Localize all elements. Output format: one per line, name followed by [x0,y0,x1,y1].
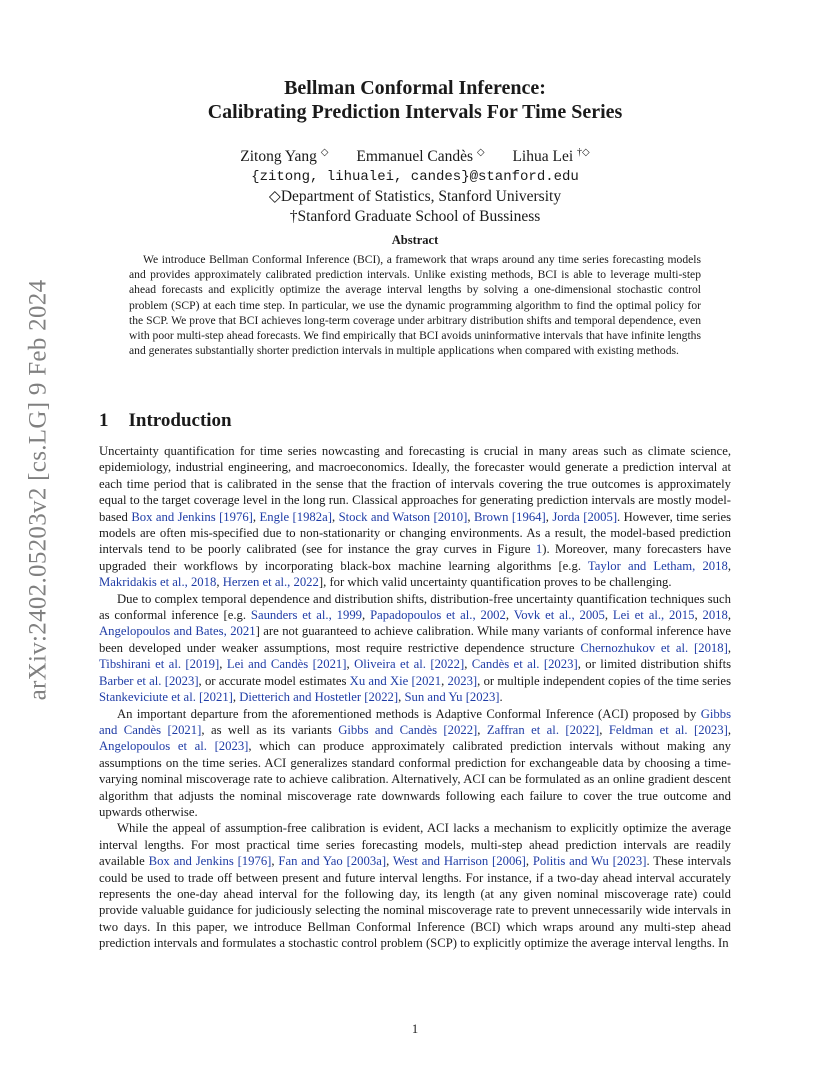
figure-link[interactable]: 1 [535,542,543,557]
abstract-text: We introduce Bellman Conformal Inference (BCI), a framework that wraps around any time series forecasting models and provides approximately calibrated prediction intervals. Unlike existing methods, BCI is able to leverage multi-step ahead forecasts and explicitly optimize the average interval lengths by solving a one-dimensional stochastic control problem (SCP) at each time step. In particular, we use the dynamic programming algorithm to find the optimal policy for the SCP. We prove that BCI achieves long-term coverage under arbitrary distribution shifts and temporal dependence, even with poor multi-step ahead forecasts. We find empirically that BCI avoids uninformative intervals that have infinite lengths and generates substantially shorter prediction intervals in multiple applications when compared with existing methods. [129,253,701,358]
citation-link[interactable]: Makridakis et al., 2018 [99,575,217,590]
paper-title [99,76,731,124]
citation-link[interactable]: Box and Jenkins [1976] [131,509,253,524]
citation-link[interactable]: Engle [1982a] [259,509,332,524]
citation-link[interactable]: Angelopoulos et al. [2023] [99,739,249,754]
abstract-heading: Abstract [391,233,439,247]
citation-link[interactable]: Herzen et al., 2022 [222,575,319,590]
citation-link[interactable]: 2023] [447,673,478,688]
paragraph: An important departure from the aforementioned methods is Adaptive Conformal Inference (ACI) proposed by Gibbs and Candès [2021], as well as its variants Gibbs and Candès [2022], Zaffran et al. [2022], Feldman et al. [2023], Angelopoulos et al. [2023], which can produce approximately calibrated prediction intervals without making any assumptions on the time series. ACI generalizes standard conformal prediction for exchangeable data by choosing a time-varying nominal miscoverage rate to achieve calibration. Alternatively, ACI can be formulated as an online gradient descent algorithm that adjusts the nominal miscoverage rate downwards following each failure to cover the true outcome and upwards otherwise. [99,706,732,819]
section-number: 1 [99,410,109,431]
citation-link[interactable]: Gibbs and Candès [2022] [338,722,478,737]
introduction-body [99,443,731,952]
citation-link[interactable]: Oliveira et al. [2022] [354,657,465,672]
citation-link[interactable]: Saunders et al., 1999 [250,608,363,623]
arxiv-identifier [18,279,58,701]
arxiv-identifier-text: arXiv:2402.05203v2 [cs.LG] 9 Feb 2024 [24,279,51,701]
citation-link[interactable]: Barber et al. [2023] [99,673,199,688]
citation-link[interactable]: Lei et al., 2015 [612,608,695,623]
paragraph: Due to complex temporal dependence and distribution shifts, distribution-free uncertainty quantification techniques such as conformal inference [e.g. Saunders et al., 1999, Papadopoulos et al., 2002, Vovk et al., 2005, Lei et al., 2015, 2018, Angelopoulos and Bates, 2021] are not guaranteed to achieve calibration. While many variants of conformal inference have been developed under weaker assumptions, most require restrictive dependence structure Chernozhukov et al. [2018], Tibshirani et al. [2019], Lei and Candès [2021], Oliveira et al. [2022], Candès et al. [2023], or limited distribution shifts Barber et al. [2023], or accurate model estimates Xu and Xie [2021, 2023], or multiple independent copies of the time series Stankeviciute et al. [2021], Dietterich and Hostetler [2022], Sun and Yu [2023]. [99,591,732,705]
affiliation-statistics: ◇Department of Statistics, Stanford University [268,188,562,206]
citation-link[interactable]: Jorda [2005] [552,509,618,524]
citation-link[interactable]: Angelopoulos and Bates, 2021 [99,624,256,639]
citation-link[interactable]: 2018 [702,608,728,623]
title-line-1: Bellman Conformal Inference: [284,77,546,99]
citation-link[interactable]: Candès et al. [2023] [471,657,578,672]
citation-link[interactable]: Dietterich and Hostetler [2022] [239,690,399,705]
paragraph: While the appeal of assumption-free calibration is evident, ACI lacks a mechanism to explicitly optimize the average interval lengths. For most practical time series forecasting models, multi-step ahead prediction intervals are readily available Box and Jenkins [1976], Fan and Yao [2003a], West and Harrison [2006], Politis and Wu [2023]. These intervals could be used to trade off between present and future interval lengths. For instance, if a two-day ahead interval accurately represents the one-day ahead interval for the following day, its length (at any given nominal miscoverage rate) could provide valuable guidance for judiciously selecting the nominal miscoverage rate to prevent unnecessarily wide intervals in two days. In this paper, we introduce Bellman Conformal Inference (BCI) which wraps around any multi-step ahead prediction intervals and formulates a stochastic control problem (SCP) to explicitly optimize the average interval lengths. In [99,821,732,951]
author-names [99,143,731,167]
citation-link[interactable]: Fan and Yao [2003a] [278,854,387,869]
citation-link[interactable]: Zaffran et al. [2022] [486,722,600,737]
citation-link[interactable]: Sun and Yu [2023] [404,690,500,705]
citation-link[interactable]: Stankeviciute et al. [2021] [99,690,233,705]
citation-link[interactable]: Gibbs and Candès [2021] [99,706,731,737]
citation-link[interactable]: Stock and Watson [2010] [338,509,468,524]
author: Lihua Lei †◇ [512,147,590,166]
citation-link[interactable]: Vovk et al., 2005 [513,608,605,623]
citation-link[interactable]: Lei and Candès [2021] [226,657,347,672]
section-heading [99,410,232,432]
citation-link[interactable]: Brown [1964] [473,509,546,524]
author: Emmanuel Candès ◇ [356,147,485,166]
citation-link[interactable]: Papadopoulos et al., 2002 [370,608,506,623]
citation-link[interactable]: West and Harrison [2006] [392,854,526,869]
citation-link[interactable]: Politis and Wu [2023] [532,854,647,869]
author-block [99,143,731,227]
page-number: 1 [411,1022,419,1036]
affiliation-business: †Stanford Graduate School of Bussiness [289,208,541,226]
citation-link[interactable]: Taylor and Letham, 2018 [587,558,728,573]
citation-link[interactable]: Chernozhukov et al. [2018] [580,640,728,655]
citation-link[interactable]: Box and Jenkins [1976] [148,854,272,869]
citation-link[interactable]: Xu and Xie [2021 [349,673,442,688]
citation-link[interactable]: Feldman et al. [2023] [608,722,728,737]
author-email: {zitong, lihualei, candes}@stanford.edu [251,169,579,186]
section-title: Introduction [128,410,232,431]
paragraph: Uncertainty quantification for time series nowcasting and forecasting is crucial in many areas such as climate science, epidemiology, industrial engineering, and macroeconomics. Ideally, the forecaster would generate a prediction interval at each time period that is calibrated in the sense that the fraction of intervals covering the true outcomes is approximately equal to the target coverage level in the long run. Classical approaches for generating prediction intervals are mostly model-based Box and Jenkins [1976], Engle [1982a], Stock and Watson [2010], Brown [1964], Jorda [2005]. However, time series models are often mis-specified due to non-stationarity or changing environments. As a result, the model-based prediction intervals tend to be poorly calibrated (see for instance the gray curves in Figure 1). Moreover, many forecasters have upgraded their workflows by incorporating black-box machine learning algorithms [e.g. Taylor and Letham, 2018, Makridakis et al., 2018, Herzen et al., 2022], for which valid uncertainty quantification proves to be challenging. [99,444,732,590]
author: Zitong Yang ◇ [240,147,329,166]
title-line-2: Calibrating Prediction Intervals For Time Series [207,101,623,123]
citation-link[interactable]: Tibshirani et al. [2019] [99,657,220,672]
